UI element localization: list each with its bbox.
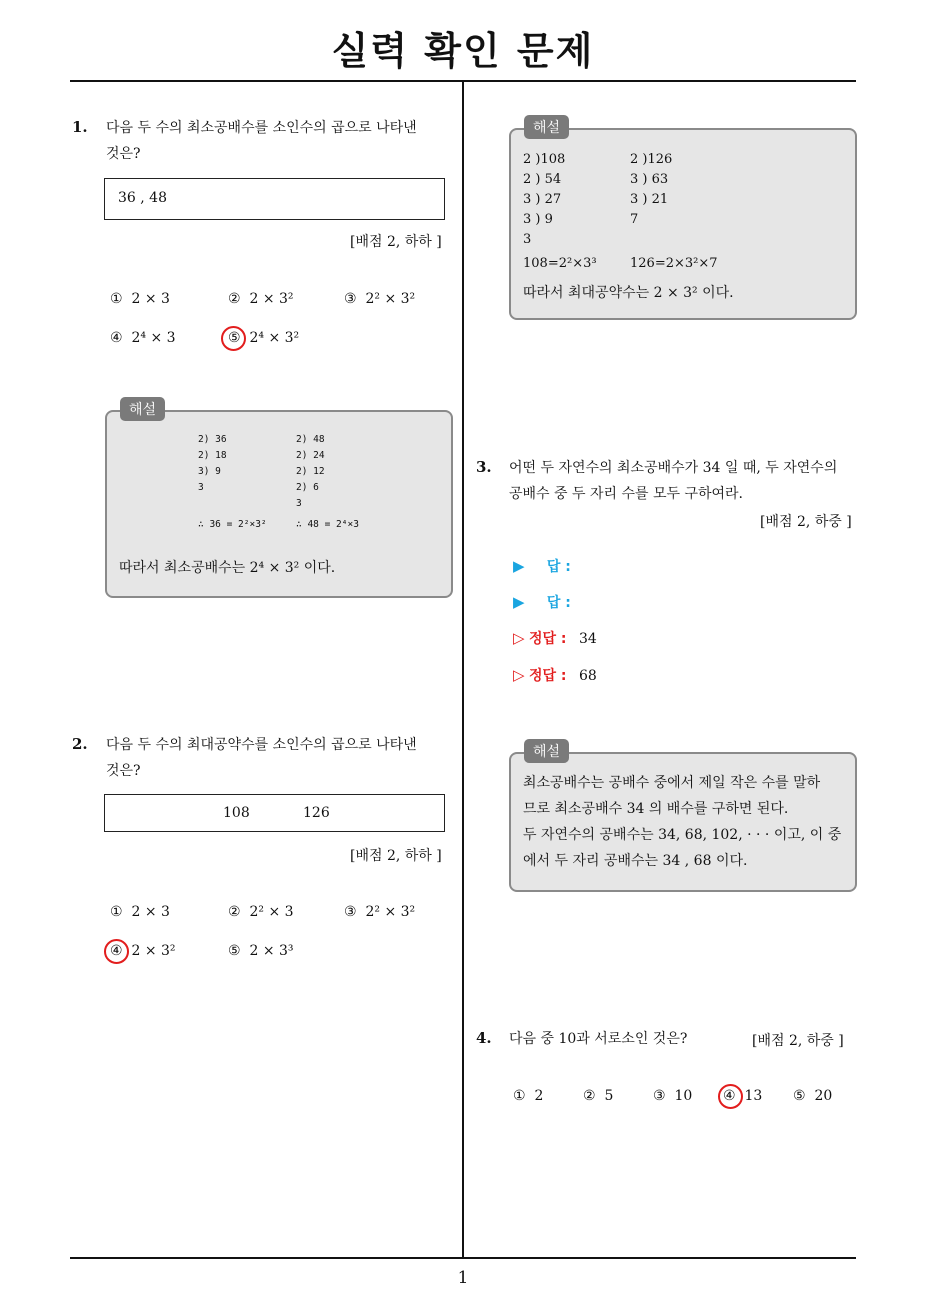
q1-option-5-text: 2⁴ × 3² [249,330,300,346]
q4-option-4-mark: ④ [723,1088,736,1104]
q2-div-right-4: 7 [630,212,639,227]
q4-option-5-text: 20 [814,1088,833,1104]
q2-result-left: 108=2²×3³ [523,256,597,271]
q1-div-right-3: 2) 12 [296,466,325,477]
q1-option-2[interactable] [228,291,294,307]
q2-option-3-mark: ③ [344,904,357,920]
q4-option-3-text: 10 [674,1088,693,1104]
q4-option-2-mark: ② [583,1088,596,1104]
q2-number: 2. [72,735,88,753]
q3-correct-label-2: 정답 : [529,668,567,684]
outline-play-arrow-icon: ▷ [513,666,525,684]
q2-option-1-mark: ① [110,904,123,920]
q3-answer-label-2: 답 : [546,595,571,611]
q3-explanation-line-3: 두 자연수의 공배수는 34, 68, 102, · · · 이고, 이 중 [523,827,842,843]
q1-result-left: ∴ 36 = 2²×3² [198,519,267,530]
q4-option-3-mark: ③ [653,1088,666,1104]
q1-selected-circle-mark [221,326,246,351]
q2-option-4-mark: ④ [110,943,123,959]
q2-result-right: 126=2×3²×7 [630,256,718,271]
q4-option-4-text: 13 [744,1088,763,1104]
q4-points: [배점 2, 하중 ] [752,1033,844,1049]
q2-option-5-text: 2 × 3³ [249,943,294,959]
q2-div-right-1: 2 )126 [630,152,673,167]
q2-option-1-text: 2 × 3 [131,904,170,920]
q1-div-right-5: 3 [296,498,302,509]
q3-explanation-line-1: 최소공배수는 공배수 중에서 제일 작은 수를 말하 [523,775,821,791]
q1-text [106,115,461,167]
q2-text [106,732,461,784]
q2-div-left-2: 2 ) 54 [523,172,562,187]
q1-explanation-tag: 해설 [120,397,165,421]
q1-points: [배점 2, 하하 ] [350,234,442,250]
q1-option-4-mark: ④ [110,330,123,346]
q2-div-right-3: 3 ) 21 [630,192,669,207]
q1-div-left-3: 3) 9 [198,466,221,477]
q1-div-left-2: 2) 18 [198,450,227,461]
footer-rule [70,1257,856,1259]
q2-explanation-conclusion: 따라서 최대공약수는 2 × 3² 이다. [523,285,734,301]
column-divider [462,82,464,1259]
q4-option-3[interactable] [653,1088,692,1104]
q1-div-left-4: 3 [198,482,204,493]
q1-text-line2: 것은? [106,146,141,162]
q3-explanation-tag: 해설 [524,739,569,763]
q3-answer-label-1: 답 : [546,559,571,575]
q2-text-line1: 다음 두 수의 최대공약수를 소인수의 곱으로 나타낸 [106,737,417,753]
q4-number: 4. [476,1029,492,1047]
q1-number: 1. [72,118,88,136]
q3-explanation-line-4: 에서 두 자리 공배수는 34 , 68 이다. [523,853,748,869]
q2-option-5[interactable] [228,943,294,959]
q1-option-2-text: 2 × 3² [249,291,294,307]
q2-given-b: 126 [303,805,330,821]
q4-option-5-mark: ⑤ [793,1088,806,1104]
q1-option-3-mark: ③ [344,291,357,307]
q1-option-4-text: 2⁴ × 3 [131,330,176,346]
q4-selected-circle-mark [718,1084,743,1109]
q4-option-2-text: 5 [604,1088,614,1104]
q2-selected-circle-mark [104,939,129,964]
q3-text [509,455,861,507]
q2-option-2[interactable] [228,904,294,920]
q2-div-left-5: 3 [523,232,532,247]
q3-explanation-line-2: 므로 최소공배수 34 의 배수를 구하면 된다. [523,801,789,817]
q2-explanation-tag: 해설 [524,115,569,139]
q1-text-line1: 다음 두 수의 최소공배수를 소인수의 곱으로 나타낸 [106,120,417,136]
q3-answer-row-1[interactable] [513,556,571,576]
q3-correct-value-1: 34 [578,631,597,647]
q1-given-box [104,178,445,220]
q2-option-1[interactable] [110,904,170,920]
q1-explanation-conclusion: 따라서 최소공배수는 2⁴ × 3² 이다. [119,560,336,576]
q2-div-right-2: 3 ) 63 [630,172,669,187]
q4-option-2[interactable] [583,1088,613,1104]
q2-option-4-text: 2 × 3² [131,943,176,959]
q4-text: 다음 중 10과 서로소인 것은? [509,1031,688,1047]
page-title: 실력 확인 문제 [331,29,595,73]
q1-div-right-4: 2) 6 [296,482,319,493]
q3-text-line2: 공배수 중 두 자리 수를 모두 구하여라. [509,486,744,502]
q2-points: [배점 2, 하하 ] [350,848,442,864]
q1-div-left-1: 2) 36 [198,434,227,445]
q3-points: [배점 2, 하중 ] [760,514,852,530]
q1-div-right-1: 2) 48 [296,434,325,445]
q3-correct-label-1: 정답 : [529,631,567,647]
q3-text-line1: 어떤 두 자연수의 최소공배수가 34 일 때, 두 자연수의 [509,460,838,476]
q3-correct-row-1 [513,628,597,648]
q1-option-3-text: 2² × 3² [365,291,416,307]
q1-given-values: 36 , 48 [118,190,167,206]
q3-correct-row-2 [513,665,597,685]
play-arrow-icon: ▶ [513,557,525,575]
q3-correct-value-2: 68 [578,668,597,684]
q2-given-a: 108 [223,805,250,821]
q1-option-1-mark: ① [110,291,123,307]
q2-div-left-1: 2 )108 [523,152,566,167]
q2-given-box [104,794,445,832]
q2-option-3-text: 2² × 3² [365,904,416,920]
outline-play-arrow-icon: ▷ [513,629,525,647]
q2-option-2-mark: ② [228,904,241,920]
q1-option-2-mark: ② [228,291,241,307]
q2-option-5-mark: ⑤ [228,943,241,959]
q4-option-5[interactable] [793,1088,832,1104]
q2-div-left-4: 3 ) 9 [523,212,553,227]
q2-option-2-text: 2² × 3 [249,904,294,920]
play-arrow-icon: ▶ [513,593,525,611]
q4-option-1-text: 2 [534,1088,544,1104]
q4-option-1-mark: ① [513,1088,526,1104]
q3-answer-row-2[interactable] [513,592,571,612]
q1-option-5-mark: ⑤ [228,330,241,346]
q1-option-1[interactable] [110,291,170,307]
q4-option-1[interactable] [513,1088,543,1104]
q1-div-right-2: 2) 24 [296,450,325,461]
q2-option-3[interactable] [344,904,415,920]
q1-option-4[interactable] [110,330,176,346]
q1-result-right: ∴ 48 = 2⁴×3 [296,519,359,530]
q2-div-left-3: 3 ) 27 [523,192,562,207]
q1-option-1-text: 2 × 3 [131,291,170,307]
q3-number: 3. [476,458,492,476]
q2-text-line2: 것은? [106,763,141,779]
page-number: 1 [457,1268,469,1288]
q1-option-3[interactable] [344,291,415,307]
